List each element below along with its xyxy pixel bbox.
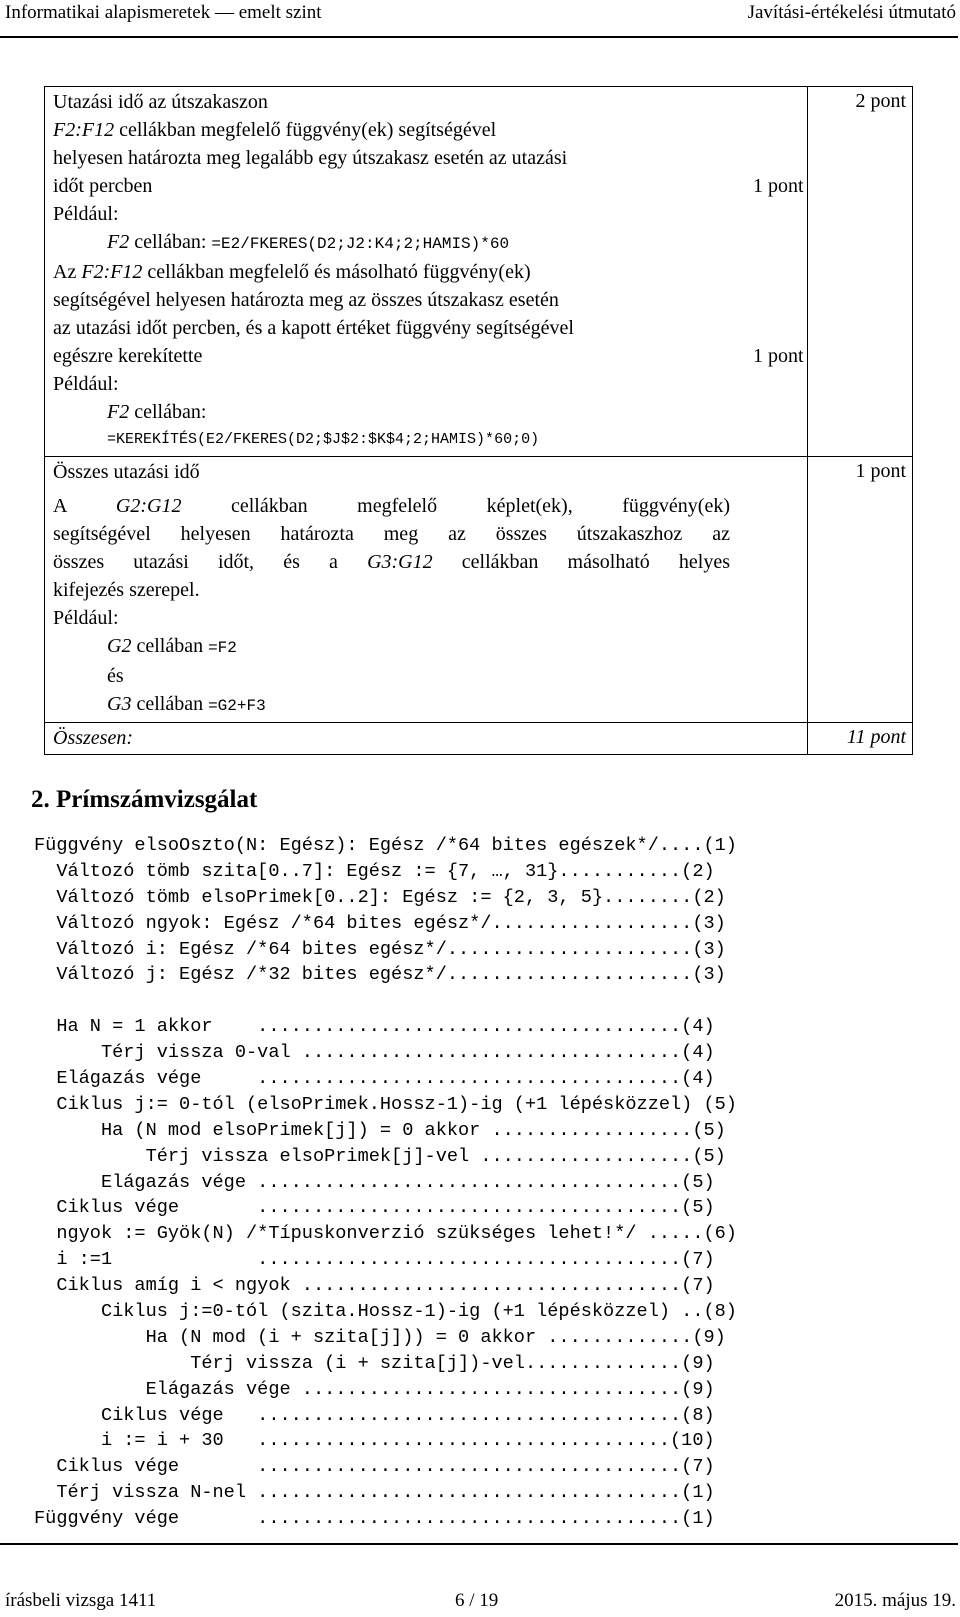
total-points bbox=[808, 723, 913, 755]
code-line: Függvény vége ......................................(1) bbox=[34, 1508, 715, 1530]
total-label: Összesen: bbox=[53, 727, 133, 749]
code-line: Változó ngyok: Egész /*64 bites egész*/..................(3) bbox=[34, 912, 726, 934]
code-line: Ciklus vége ......................................(8) bbox=[34, 1404, 715, 1426]
travel-time-line: az utazási időt percben, és a kapott értéket függvény segítségével bbox=[53, 317, 574, 339]
code-line: Függvény elsoOszto(N: Egész): Egész /*64 bites egészek*/....(1) bbox=[34, 835, 737, 856]
code-line: Ciklus j:= 0-tól (elsoPrimek.Hossz-1)-ig (+1 lépésközzel) (5) bbox=[34, 1093, 737, 1115]
code-line: Ciklus vége ......................................(5) bbox=[34, 1197, 715, 1219]
code-line: Térj vissza elsoPrimek[j]-vel ...................(5) bbox=[34, 1145, 726, 1167]
code-line: ngyok := Gyök(N) /*Típuskonverzió szükséges lehet!*/ .....(6) bbox=[34, 1223, 737, 1245]
code-line: i :=1 ......................................(7) bbox=[34, 1249, 715, 1271]
line-text: cellákban megfelelő függvény(ek) segítségével bbox=[114, 119, 497, 141]
points-label: 1 pont bbox=[753, 175, 804, 197]
scoring-table bbox=[44, 86, 913, 755]
code-line: Ha N = 1 akkor ......................................(4) bbox=[34, 1016, 715, 1038]
cell-ref: F2 bbox=[107, 401, 130, 423]
code-line: Ciklus vége ......................................(7) bbox=[34, 1456, 715, 1478]
travel-time-line bbox=[53, 342, 807, 370]
code-line: Változó i: Egész /*64 bites egész*/......................(3) bbox=[34, 938, 726, 960]
total-time-line: kifejezés szerepel. bbox=[53, 579, 200, 601]
total-time-line: összes utazási időt, és a G3:G12 cellákban másolható helyes bbox=[53, 551, 730, 573]
travel-time-line bbox=[53, 172, 807, 200]
example-text: cellában: bbox=[129, 231, 212, 253]
code-line: Elágazás vége ......................................(4) bbox=[34, 1068, 715, 1090]
cell-ref: G3 bbox=[107, 693, 132, 715]
code-line: Ciklus amíg i < ngyok ..................................(7) bbox=[34, 1275, 715, 1297]
example-formula: =E2/FKERES(D2;J2:K4;2;HAMIS)*60 bbox=[211, 235, 510, 253]
example-text: cellában: bbox=[129, 401, 207, 423]
footer-page-number: 6 / 19 bbox=[455, 1590, 499, 1611]
range-ref: G2:G12 bbox=[115, 495, 182, 517]
code-line: Ha (N mod elsoPrimek[j]) = 0 akkor ..................(5) bbox=[34, 1119, 726, 1141]
example-formula: =F2 bbox=[208, 639, 237, 657]
pseudocode-block bbox=[34, 833, 737, 1532]
total-time-cell bbox=[45, 457, 808, 723]
line-text: egészre kerekítette bbox=[53, 345, 203, 367]
code-line: Ciklus j:=0-tól (szita.Hossz-1)-ig (+1 lépésközzel) ..(8) bbox=[34, 1301, 737, 1323]
code-line: Térj vissza (i + szita[j])-vel..............(9) bbox=[34, 1352, 715, 1374]
example-label: Például: bbox=[53, 373, 119, 395]
total-points-text: 11 pont bbox=[846, 726, 906, 748]
total-time-line: segítségével helyesen határozta meg az összes útszakaszhoz az bbox=[53, 523, 730, 545]
code-line: Térj vissza N-nel ......................................(1) bbox=[34, 1482, 715, 1504]
line-text bbox=[53, 119, 114, 141]
code-line: i := i + 30 .....................................(10) bbox=[34, 1430, 715, 1452]
code-line: Elágazás vége ..................................(9) bbox=[34, 1378, 715, 1400]
example-label: Például: bbox=[53, 607, 119, 629]
page-header bbox=[0, 0, 960, 36]
code-line: Változó tömb elsoPrimek[0..2]: Egész := {2, 3, 5}........(2) bbox=[34, 886, 726, 908]
example-cell-row bbox=[53, 398, 807, 426]
code-line: Térj vissza 0-val ..................................(4) bbox=[34, 1042, 715, 1064]
range-ref: F2:F12 bbox=[81, 261, 143, 283]
footer-exam-id: írásbeli vizsga 1411 bbox=[5, 1590, 157, 1611]
example-formula: =G2+F3 bbox=[208, 697, 266, 715]
cell-ref: F2 bbox=[107, 231, 130, 253]
total-label-cell bbox=[45, 723, 808, 755]
cell-ref: G2 bbox=[107, 635, 132, 657]
section-title: 2. Prímszámvizsgálat bbox=[31, 786, 258, 813]
total-time-line: A G2:G12 cellákban megfelelő képlet(ek), függvény(ek) bbox=[53, 495, 730, 517]
range-ref: G3:G12 bbox=[367, 551, 433, 573]
travel-time-title: Utazási idő az útszakaszon bbox=[53, 91, 268, 113]
header-left-text: Informatikai alapismeretek — emelt szint bbox=[5, 2, 322, 23]
code-line bbox=[34, 988, 737, 1014]
example-formula: =KEREKÍTÉS(E2/FKERES(D2;$J$2:$K$4;2;HAMIS)*60;0) bbox=[107, 431, 540, 448]
example-row-g3 bbox=[53, 690, 807, 720]
travel-time-line: segítségével helyesen határozta meg az összes útszakasz esetén bbox=[53, 289, 559, 311]
header-rule bbox=[0, 36, 958, 38]
total-time-points: 1 pont bbox=[808, 457, 913, 723]
code-line: Változó tömb szita[0..7]: Egész := {7, …, 31}...........(2) bbox=[34, 860, 715, 882]
example-text: cellában bbox=[131, 635, 209, 657]
travel-time-cell bbox=[45, 87, 808, 457]
table-row bbox=[45, 87, 913, 457]
travel-time-points: 2 pont bbox=[808, 87, 913, 457]
table-row bbox=[45, 457, 913, 723]
example-row-g2 bbox=[53, 632, 807, 662]
header-right-text: Javítási-értékelési útmutató bbox=[747, 2, 956, 23]
table-row bbox=[45, 723, 913, 755]
footer-rule bbox=[0, 1543, 958, 1545]
total-time-title: Összes utazási idő bbox=[53, 461, 200, 483]
example-label: Például: bbox=[53, 203, 119, 225]
code-line: Ha (N mod (i + szita[j])) = 0 akkor .............(9) bbox=[34, 1326, 726, 1348]
travel-time-line: Az F2:F12 cellákban megfelelő és másolható függvény(ek) bbox=[53, 261, 531, 283]
example-formula-row bbox=[53, 228, 807, 258]
example-and: és bbox=[107, 665, 124, 687]
example-text: cellában bbox=[131, 693, 209, 715]
code-line: Változó j: Egész /*32 bites egész*/......................(3) bbox=[34, 964, 726, 986]
line-text: időt percben bbox=[53, 175, 153, 197]
points-label: 1 pont bbox=[753, 345, 804, 367]
range-ref: F2:F12 bbox=[53, 119, 115, 141]
code-line: Elágazás vége ......................................(5) bbox=[34, 1171, 715, 1193]
travel-time-line: helyesen határozta meg legalább egy útszakasz esetén az utazási bbox=[53, 147, 568, 169]
travel-time-line bbox=[53, 116, 807, 144]
footer-date: 2015. május 19. bbox=[834, 1590, 956, 1611]
